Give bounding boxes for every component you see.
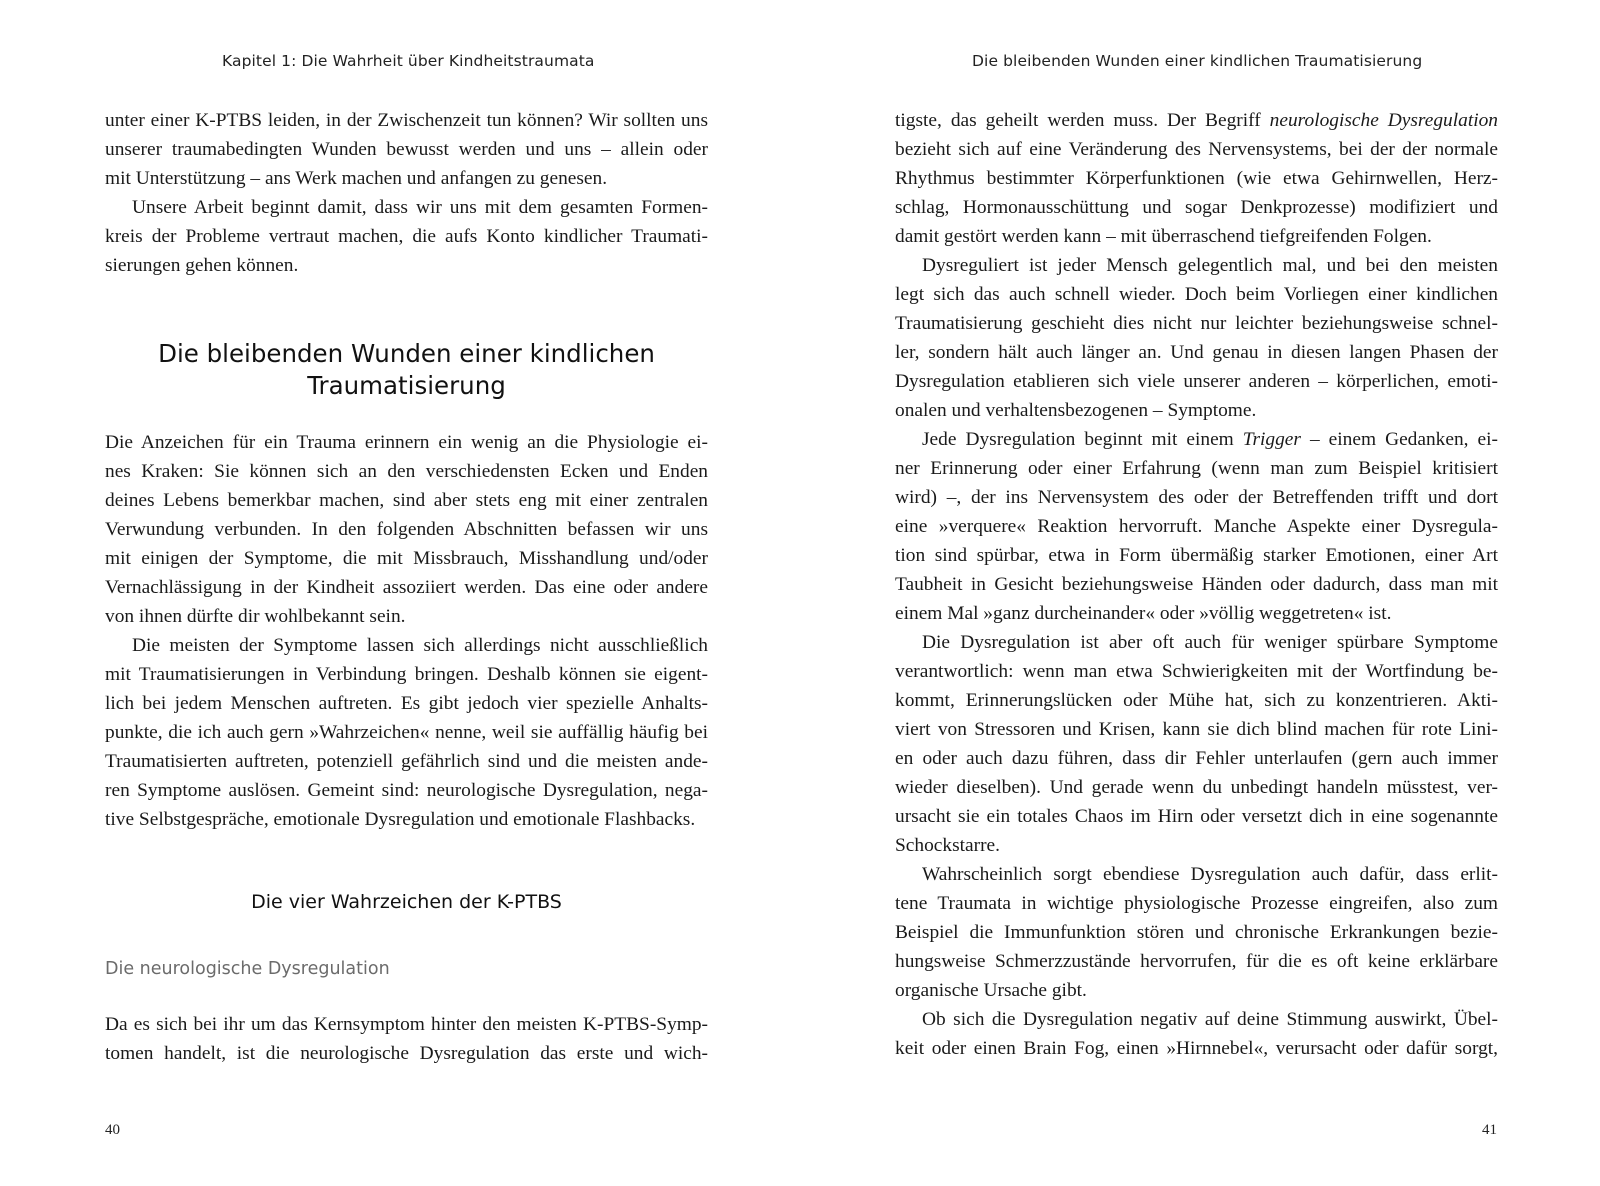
italic-term: Trigger: [1242, 429, 1301, 450]
text-line: Ob sich die Dysregulation negativ auf deine Stimmung auswirkt, Übel-: [922, 1009, 1498, 1030]
text-line: mit einigen der Symptome, die mit Missbrauch, Misshandlung und/oder: [105, 548, 708, 569]
text-line: ren Symptome auslösen. Gemeint sind: neurologische Dysregulation, nega-: [105, 780, 708, 801]
text-line: legt sich das auch schnell wieder. Doch beim Vorliegen einer kindlichen: [895, 284, 1498, 305]
paragraph: [895, 1005, 1498, 1063]
text-line: deines Lebens bemerkbar machen, sind aber stets eng mit einer zentralen: [105, 490, 708, 511]
text-line: Traumatisierung geschieht dies nicht nur leichter beziehungsweise schnel-: [895, 313, 1498, 334]
running-head: Die bleibenden Wunden einer kindlichen Traumatisierung: [972, 52, 1423, 70]
text-line: keit oder einen Brain Fog, einen »Hirnnebel«, verursacht oder dafür sorgt,: [895, 1038, 1498, 1059]
text-line: tive Selbstgespräche, emotionale Dysregulation und emotionale Flashbacks.: [105, 809, 696, 830]
text-line: kommt, Erinnerungslücken oder Mühe hat, sich zu konzentrieren. Akti-: [895, 690, 1498, 711]
paragraph: [105, 106, 708, 193]
running-head: Kapitel 1: Die Wahrheit über Kindheitstraumata: [222, 52, 595, 70]
text-line: von ihnen dürfte dir wohlbekannt sein.: [105, 606, 406, 627]
text-line: unserer traumabedingten Wunden bewusst werden und uns – allein oder: [105, 139, 708, 160]
paragraph: [105, 631, 708, 834]
text-line: mit Unterstützung – ans Werk machen und anfangen zu genesen.: [105, 168, 608, 189]
text-line: Vernachlässigung in der Kindheit assoziiert werden. Das eine oder andere: [105, 577, 708, 598]
text-line: tomen handelt, ist die neurologische Dysregulation das erste und wich-: [105, 1043, 708, 1064]
text-line: bezieht sich auf eine Veränderung des Nervensystems, bei der der normale: [895, 139, 1498, 160]
text-line: ursacht sie ein totales Chaos im Hirn oder versetzt dich in eine sogenannte: [895, 806, 1498, 827]
paragraph: [105, 428, 708, 631]
text-line: [895, 106, 1498, 135]
text-run: Jede Dysregulation beginnt mit einem: [922, 429, 1243, 450]
paragraph: [895, 628, 1498, 860]
text-line: wieder dieselben). Und gerade wenn du unbedingt handeln müsstest, ver-: [895, 777, 1498, 798]
paragraph: [105, 193, 708, 280]
text-line: einem Mal »ganz durcheinander« oder »völlig weggetreten« ist.: [895, 603, 1392, 624]
page-number: 41: [1482, 1122, 1497, 1138]
text-line: wird) –, der ins Nervensystem des oder der Betreffenden trifft und dort: [895, 487, 1498, 508]
text-line: punkte, die ich auch gern »Wahrzeichen« nenne, weil sie auffällig häufig bei: [105, 722, 708, 743]
text-line: verantwortlich: wenn man etwa Schwierigkeiten mit der Wortfindung be-: [895, 661, 1498, 682]
text-line: damit gestört werden kann – mit überraschend tiefgreifenden Folgen.: [895, 226, 1432, 247]
text-block: [105, 106, 708, 1068]
text-line: Wahrscheinlich sorgt ebendiese Dysregulation auch dafür, dass erlit-: [922, 864, 1498, 885]
text-run: tigste, das geheilt werden muss. Der Begriff: [895, 110, 1270, 131]
paragraph: [105, 1010, 708, 1068]
text-line: organische Ursache gibt.: [895, 980, 1087, 1001]
text-line: nes Kraken: Sie können sich an den verschiedensten Ecken und Enden: [105, 461, 708, 482]
text-line: [895, 425, 1498, 454]
subsubsection-heading: Die neurologische Dysregulation: [105, 959, 390, 979]
text-line: lich bei jedem Menschen auftreten. Es gibt jedoch vier spezielle Anhalts-: [105, 693, 708, 714]
page-number: 40: [105, 1122, 120, 1138]
text-line: Schockstarre.: [895, 835, 1000, 856]
text-line: Rhythmus bestimmter Körperfunktionen (wie etwa Gehirnwellen, Herz-: [895, 168, 1498, 189]
text-line: Die Dysregulation ist aber oft auch für weniger spürbare Symptome: [922, 632, 1498, 653]
text-line: schlag, Hormonausschüttung und sogar Denkprozesse) modifiziert und: [895, 197, 1498, 218]
text-line: Beispiel die Immunfunktion stören und chronische Erkrankungen bezie-: [895, 922, 1498, 943]
text-line: ner Erinnerung oder einer Erfahrung (wenn man zum Beispiel kritisiert: [895, 458, 1498, 479]
text-line: tene Traumata in wichtige physiologische Prozesse eingreifen, also zum: [895, 893, 1498, 914]
text-line: hungsweise Schmerzzustände hervorrufen, für die es oft keine erklärbare: [895, 951, 1498, 972]
text-line: Dysreguliert ist jeder Mensch gelegentlich mal, und bei den meisten: [922, 255, 1498, 276]
right-page: [800, 0, 1600, 1186]
text-line: en oder auch dazu führen, dass dir Fehler unterlaufen (gern auch immer: [895, 748, 1498, 769]
heading-line: Traumatisierung: [307, 371, 506, 400]
text-line: Traumatisierten auftreten, potenziell gefährlich sind und die meisten ande-: [105, 751, 708, 772]
text-line: Dysregulation etablieren sich viele unserer anderen – körperlichen, emoti-: [895, 371, 1498, 392]
heading-line: Die bleibenden Wunden einer kindlichen: [158, 339, 655, 368]
text-line: Die Anzeichen für ein Trauma erinnern ein wenig an die Physiologie ei-: [105, 432, 708, 453]
text-line: ler, sondern hält auch länger an. Und genau in diesen langen Phasen der: [895, 342, 1498, 363]
text-line: viert von Stressoren und Krisen, kann sie dich blind machen für rote Lini-: [895, 719, 1498, 740]
text-line: Taubheit in Gesicht beziehungsweise Händen oder dadurch, dass man mit: [895, 574, 1498, 595]
text-line: Unsere Arbeit beginnt damit, dass wir uns mit dem gesamten Formen-: [132, 197, 708, 218]
text-run: – einem Gedanken, ei-: [1300, 429, 1498, 450]
text-line: Die meisten der Symptome lassen sich allerdings nicht ausschließlich: [132, 635, 708, 656]
text-line: Verwundung verbunden. In den folgenden Abschnitten befassen wir uns: [105, 519, 708, 540]
paragraph: [895, 106, 1498, 251]
text-line: Da es sich bei ihr um das Kernsymptom hinter den meisten K-PTBS-Symp-: [105, 1014, 708, 1035]
paragraph: [895, 251, 1498, 425]
section-heading: [105, 338, 708, 402]
paragraph: [895, 860, 1498, 1005]
text-line: onalen und verhaltensbezogenen – Symptome.: [895, 400, 1257, 421]
text-line: sierungen gehen können.: [105, 255, 299, 276]
subsection-heading: Die vier Wahrzeichen der K-PTBS: [251, 891, 562, 913]
text-line: kreis der Probleme vertraut machen, die aufs Konto kindlicher Traumati-: [105, 226, 708, 247]
text-line: unter einer K-PTBS leiden, in der Zwischenzeit tun können? Wir sollten uns: [105, 110, 708, 131]
text-line: eine »verquere« Reaktion hervorruft. Manche Aspekte einer Dysregula-: [895, 516, 1498, 537]
italic-term: neurologische Dysregulation: [1269, 110, 1498, 131]
text-line: tion sind spürbar, etwa in Form übermäßig starker Emotionen, einer Art: [895, 545, 1498, 566]
text-line: mit Traumatisierungen in Verbindung bringen. Deshalb können sie eigent-: [105, 664, 708, 685]
text-block: [895, 106, 1498, 1063]
paragraph: [895, 425, 1498, 628]
